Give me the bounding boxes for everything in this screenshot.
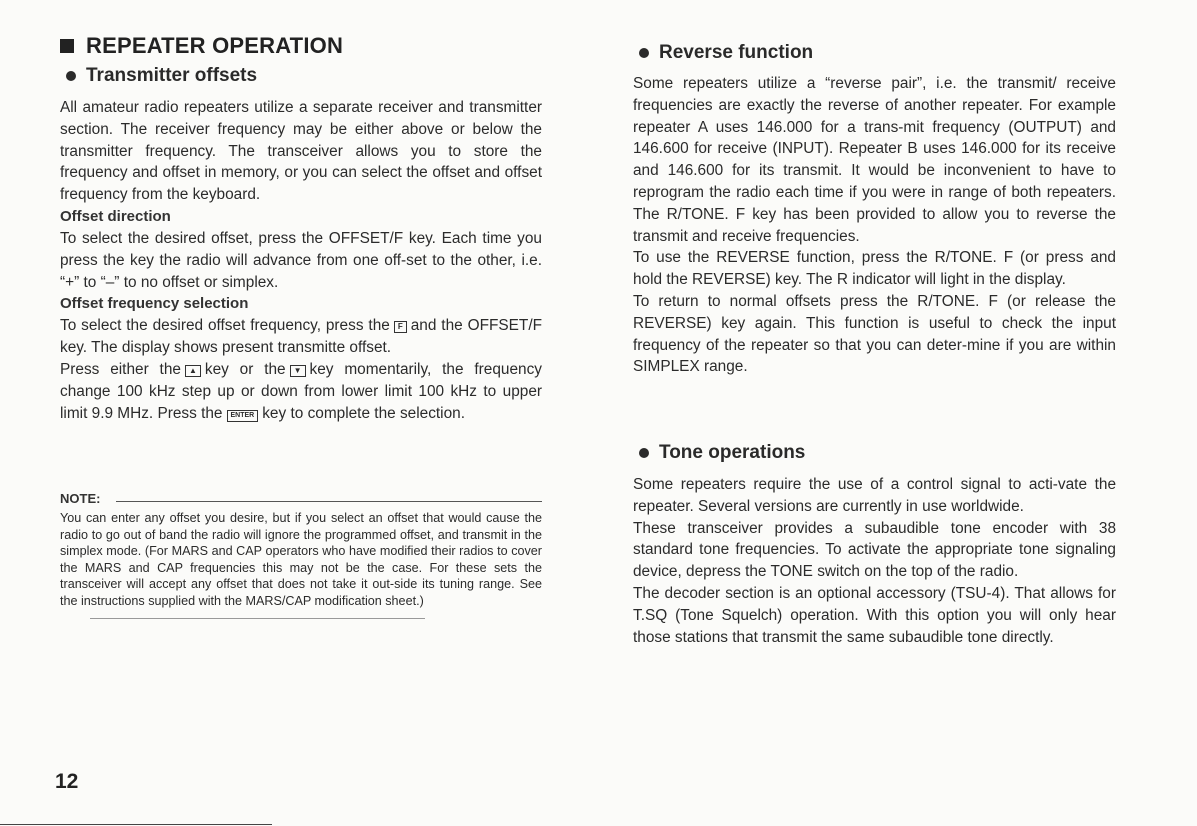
page-number: 12 [55, 770, 79, 793]
offset-direction-heading: Offset direction [60, 207, 171, 225]
note-text: You can enter any offset you desire, but if you select an offset that would cause the radio to go out of band the radio will ignore the programmed offset, and transmit in the simplex mode. (For MARS and CAP operators who have modified their radios to cover the MARS and CAP frequencies this may not be the case. For these sets the transceiver will accept any offset that does not take it out-side its tuning range. See the instructions supplied with the MARS/CAP modification sheet.) [60, 511, 542, 608]
reverse-paragraph-3: To return to normal offsets press the R/TONE. F (or release the REVERSE) key again. This function is useful to check the input frequency of the repeater so that you can deter-mine if you are within SIMPLEX range. [633, 292, 1116, 376]
tone-paragraph-1: Some repeaters require the use of a control signal to acti-vate the repeater. Several versions are currently in use worldwide. [633, 476, 1116, 515]
intro-paragraph: All amateur radio repeaters utilize a separate receiver and transmitter section. The receiver frequency may be either above or below the transmitter frequency. The transceiver allows you to store the frequency and offset in memory, or you can select the offset and offset frequency from the keyboard. [60, 99, 542, 204]
reverse-paragraph-1: Some repeaters utilize a “reverse pair”, i.e. the transmit/ receive frequencies are exactly the reverse of another repeater. For example repeater A uses 146.000 for a trans-mit frequency (OUTPUT) and 146.600 for receive (INPUT). Repeater B uses 146.000 for its receive and 146.600 for its transmit. It would be inconvenient to have to reprogram the radio each time if you were in range of both repeaters. The R/TONE. F key has been provided to allow you to reverse the transmit and receive frequencies. [633, 75, 1116, 245]
subsection-title-reverse-function: Reverse function [633, 42, 813, 64]
f-key-icon: F [394, 321, 407, 333]
offset-frequency-paragraph-1: To select the desired offset frequency, press the F and the OFFSET/F key. The display shows present transmitte offset. [60, 317, 542, 357]
reverse-paragraph-2: To use the REVERSE function, press the R/TONE. F (or press and hold the REVERSE) key. The R indicator will light in the display. [633, 249, 1116, 289]
up-key-icon: ▲ [185, 365, 201, 377]
offset-direction-paragraph: To select the desired offset, press the OFFSET/F key. Each time you press the key the radio will advance from one off-set to the other, i.e. “+” to “–” to no offset or simplex. [60, 229, 542, 291]
square-bullet-icon [60, 39, 74, 53]
bullet-icon [639, 48, 649, 58]
offset-frequency-heading: Offset frequency selection [60, 295, 249, 313]
note-top-divider [116, 501, 542, 502]
down-key-icon: ▼ [290, 365, 306, 377]
tone-paragraph-2: These transceiver provides a subaudible tone encoder with 38 standard tone frequencies. To activate the appropriate tone signaling device, depress the TONE switch on the top of the radio. [633, 519, 1116, 581]
note-label: NOTE: [60, 491, 101, 506]
bottom-rule [0, 824, 272, 825]
offset-frequency-paragraph-2: Press either the ▲ key or the ▼ key momentarily, the frequency change 100 kHz step up or down from lower limit 100 kHz to upper limit 9.9 MHz. Press the ENTER key to complete the selection. [60, 360, 542, 422]
bullet-icon [639, 448, 649, 458]
enter-key-icon: ENTER [227, 410, 259, 422]
note-block [60, 490, 542, 619]
bullet-icon [66, 71, 76, 81]
subsection-title-transmitter-offsets: Transmitter offsets [60, 65, 257, 87]
section-title: REPEATER OPERATION [60, 33, 343, 59]
tone-paragraph-3: The decoder section is an optional accessory (TSU-4). That allows for T.SQ (Tone Squelch) operation. With this option you will only hear those stations that transmit the same subaudible tone directly. [633, 584, 1116, 646]
subsection-title-tone-operations: Tone operations [633, 442, 805, 464]
note-bottom-divider [90, 618, 425, 619]
